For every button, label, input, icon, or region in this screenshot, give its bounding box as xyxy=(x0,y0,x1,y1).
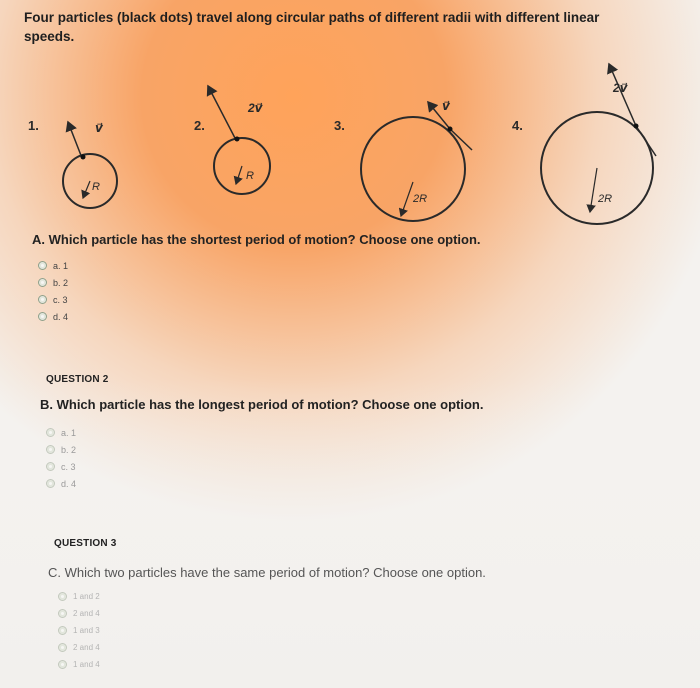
q1-option-b[interactable]: b. 2 xyxy=(38,274,672,291)
path-circle-3 xyxy=(361,117,465,221)
q2-option-d[interactable]: d. 4 xyxy=(46,475,666,492)
radio-button[interactable] xyxy=(58,643,67,652)
q3-option-3[interactable]: 1 and 3 xyxy=(58,622,674,639)
radio-button[interactable] xyxy=(58,609,67,618)
question-2-text: B. Which particle has the longest period of motion? Choose one option. xyxy=(40,397,484,412)
question-3-options xyxy=(58,588,674,673)
circular-paths-diagram xyxy=(0,56,700,226)
diagram-1-number: 1. xyxy=(28,118,39,133)
q3-option-1[interactable]: 1 and 2 xyxy=(58,588,674,605)
q3-option-4[interactable]: 2 and 4 xyxy=(58,639,674,656)
question-2-options xyxy=(46,424,666,492)
diagram-4 xyxy=(512,64,656,224)
radius-arrow-3 xyxy=(401,182,413,216)
radio-button[interactable] xyxy=(46,428,55,437)
question-1-options xyxy=(38,257,672,325)
q1-option-c[interactable]: c. 3 xyxy=(38,291,672,308)
q3-option-2[interactable]: 2 and 4 xyxy=(58,605,674,622)
speed-label-2: 2v⃗ xyxy=(248,101,263,115)
question-1 xyxy=(32,232,672,325)
q3-option-5[interactable]: 1 and 4 xyxy=(58,656,674,673)
q1-option-a[interactable]: a. 1 xyxy=(38,257,672,274)
particle-dot-3 xyxy=(448,127,453,132)
velocity-arrow-1 xyxy=(68,122,82,158)
q2-option-c[interactable]: c. 3 xyxy=(46,458,666,475)
tangent-line-4 xyxy=(636,126,656,156)
speed-label-3: v⃗ xyxy=(442,99,450,113)
radius-label-1: R xyxy=(92,181,100,193)
radius-label-4: 2R xyxy=(598,193,613,205)
particle-dot-1 xyxy=(81,155,86,160)
radio-button[interactable] xyxy=(38,312,47,321)
radio-button[interactable] xyxy=(58,592,67,601)
radius-arrow-4 xyxy=(590,168,597,212)
diagram-2 xyxy=(194,86,270,194)
speed-label-1: v⃗ xyxy=(95,121,103,135)
radius-label-3: 2R xyxy=(413,193,428,205)
radius-label-2: R xyxy=(246,170,254,182)
particle-dot-2 xyxy=(235,137,240,142)
diagram-3 xyxy=(334,99,472,221)
radio-button[interactable] xyxy=(38,295,47,304)
radio-button[interactable] xyxy=(38,278,47,287)
diagram-1 xyxy=(28,118,117,208)
radio-button[interactable] xyxy=(58,626,67,635)
particle-dot-4 xyxy=(634,124,639,129)
radio-button[interactable] xyxy=(46,462,55,471)
q2-option-b[interactable]: b. 2 xyxy=(46,441,666,458)
radio-button[interactable] xyxy=(38,261,47,270)
question-2-header: QUESTION 2 xyxy=(46,374,109,385)
radio-button[interactable] xyxy=(46,445,55,454)
velocity-arrow-4 xyxy=(609,64,636,126)
diagram-3-number: 3. xyxy=(334,118,345,133)
problem-intro: Four particles (black dots) travel along circular paths of different radii with different linear speeds. xyxy=(24,10,600,44)
radius-arrow-1 xyxy=(83,181,90,198)
question-2 xyxy=(40,374,666,492)
speed-label-4: 2v⃗ xyxy=(613,81,628,95)
velocity-arrow-2 xyxy=(208,86,236,140)
radio-button[interactable] xyxy=(46,479,55,488)
question-3-text: C. Which two particles have the same period of motion? Choose one option. xyxy=(48,565,486,580)
radio-button[interactable] xyxy=(58,660,67,669)
diagram-4-number: 4. xyxy=(512,118,523,133)
radius-arrow-2 xyxy=(236,166,242,184)
question-3-header: QUESTION 3 xyxy=(54,538,117,549)
question-1-text: A. Which particle has the shortest period of motion? Choose one option. xyxy=(32,232,481,247)
q1-option-d[interactable]: d. 4 xyxy=(38,308,672,325)
question-3 xyxy=(48,538,674,673)
q2-option-a[interactable]: a. 1 xyxy=(46,424,666,441)
diagram-2-number: 2. xyxy=(194,118,205,133)
